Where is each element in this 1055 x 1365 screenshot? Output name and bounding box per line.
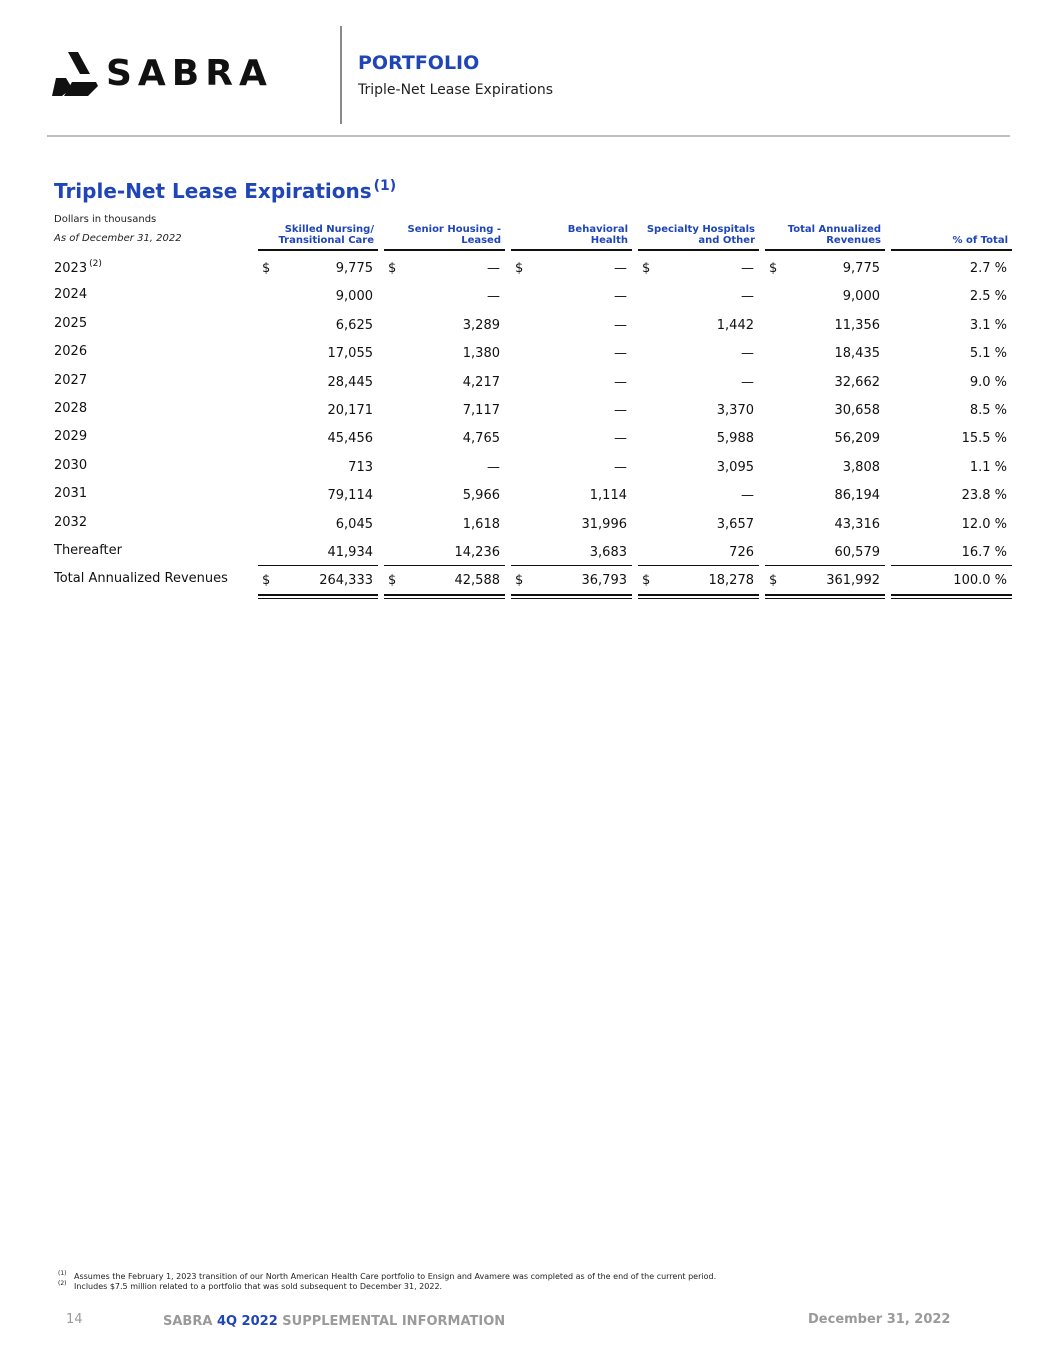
- table-cell: 79,114: [327, 488, 373, 503]
- table-cell: 3.1 %: [969, 318, 1007, 333]
- row-footnote-ref: (2): [89, 259, 102, 269]
- table-cell: 18,278: [708, 573, 754, 588]
- row-label-text: 2029: [54, 429, 88, 444]
- table-cell: 361,992: [826, 573, 880, 588]
- table-cell: 9,775: [335, 261, 373, 276]
- row-label-text: 2025: [54, 316, 88, 331]
- row-label-text: 2031: [54, 486, 88, 501]
- footer-date: December 31, 2022: [808, 1312, 951, 1327]
- footnote-mark: (2): [58, 1280, 67, 1287]
- column-header-line1: Behavioral: [567, 224, 628, 235]
- row-label: [54, 458, 87, 473]
- subtotal-rule: [638, 565, 759, 566]
- table-cell: 2.7 %: [969, 261, 1007, 276]
- currency-symbol: $: [515, 261, 524, 276]
- table-row: [0, 486, 1055, 514]
- total-double-rule: [638, 594, 759, 596]
- table-cell: 3,289: [462, 318, 500, 333]
- table-cell: —: [741, 289, 754, 304]
- total-double-rule: [511, 594, 632, 596]
- sabra-logo: [52, 52, 297, 100]
- currency-symbol: $: [769, 573, 778, 588]
- footnote: [58, 1272, 716, 1282]
- total-double-rule: [891, 598, 1012, 599]
- table-row: [0, 373, 1055, 401]
- footnote-mark: (1): [58, 1270, 67, 1277]
- table-cell: 5.1 %: [969, 346, 1007, 361]
- currency-symbol: $: [388, 573, 397, 588]
- footnote-text: Includes $7.5 million related to a portfolio that was sold subsequent to December 31, 2022.: [74, 1282, 443, 1291]
- table-cell: —: [614, 375, 627, 390]
- table-row: [0, 543, 1055, 571]
- table-cell: 3,657: [716, 517, 754, 532]
- table-cell: 41,934: [327, 545, 373, 560]
- total-double-rule: [511, 598, 632, 599]
- total-double-rule: [891, 594, 1012, 596]
- row-label-text: 2030: [54, 458, 88, 473]
- row-label-text: 2028: [54, 401, 88, 416]
- currency-symbol: $: [642, 573, 651, 588]
- table-cell: 15.5 %: [961, 431, 1007, 446]
- table-cell: —: [741, 261, 754, 276]
- column-header-line2: % of Total: [952, 235, 1008, 246]
- column-header-rule: [638, 249, 759, 251]
- column-header-line1: Senior Housing -: [407, 224, 501, 235]
- column-header-line1: Total Annualized: [787, 224, 881, 235]
- table-row: [0, 259, 1055, 287]
- logo-wordmark: SABRA: [106, 53, 273, 94]
- row-label: [54, 543, 122, 558]
- table-cell: 43,316: [834, 517, 880, 532]
- table-cell: 18,435: [834, 346, 880, 361]
- table-cell: —: [614, 431, 627, 446]
- column-header-line1: Skilled Nursing/: [284, 224, 374, 235]
- footer-brand-prefix: SABRA: [163, 1314, 213, 1329]
- table-cell: 3,370: [716, 403, 754, 418]
- table-cell: 1,442: [716, 318, 754, 333]
- table-as-of: As of December 31, 2022: [54, 233, 182, 244]
- table-cell: 6,045: [335, 517, 373, 532]
- row-label: [54, 373, 87, 388]
- table-cell: 264,333: [319, 573, 373, 588]
- row-label-text: 2026: [54, 344, 88, 359]
- table-cell: 4,217: [462, 375, 500, 390]
- table-cell: 9,775: [842, 261, 880, 276]
- sabra-logo-icon: [52, 52, 102, 100]
- table-cell: 3,683: [589, 545, 627, 560]
- row-label: [54, 401, 87, 416]
- table-cell: 9,000: [335, 289, 373, 304]
- row-label: [54, 259, 102, 276]
- column-header: [891, 224, 1008, 246]
- total-double-rule: [258, 594, 378, 596]
- column-header: [258, 224, 374, 246]
- table-cell: 1,114: [589, 488, 627, 503]
- table-cell: 28,445: [327, 375, 373, 390]
- header-rule: [47, 135, 1010, 137]
- table-units: Dollars in thousands: [54, 214, 157, 225]
- currency-symbol: $: [642, 261, 651, 276]
- table-row: [0, 429, 1055, 457]
- table-cell: 5,966: [462, 488, 500, 503]
- table-cell: 7,117: [462, 403, 500, 418]
- table-cell: —: [614, 460, 627, 475]
- table-row: [0, 316, 1055, 344]
- total-double-rule: [258, 598, 378, 599]
- currency-symbol: $: [769, 261, 778, 276]
- table-cell: 56,209: [834, 431, 880, 446]
- row-label: [54, 515, 87, 530]
- table-cell: 60,579: [834, 545, 880, 560]
- currency-symbol: $: [262, 573, 271, 588]
- column-header-rule: [765, 249, 885, 251]
- subtotal-rule: [384, 565, 505, 566]
- table-cell: 32,662: [834, 375, 880, 390]
- table-row: [0, 401, 1055, 429]
- table-title-text: Triple-Net Lease Expirations: [54, 179, 372, 203]
- header-divider: [340, 26, 342, 124]
- table-row: [0, 344, 1055, 372]
- table-cell: —: [741, 375, 754, 390]
- column-header-line2: Health: [590, 235, 628, 246]
- table-cell: —: [487, 261, 500, 276]
- table-title-footnote-ref: (1): [373, 178, 397, 194]
- table-cell: 31,996: [581, 517, 627, 532]
- row-label: [54, 287, 87, 302]
- table-cell: 86,194: [834, 488, 880, 503]
- table-cell: 11,356: [834, 318, 880, 333]
- column-header: [638, 224, 755, 246]
- row-label-text: 2027: [54, 373, 88, 388]
- currency-symbol: $: [388, 261, 397, 276]
- currency-symbol: $: [262, 261, 271, 276]
- column-header-rule: [258, 249, 378, 251]
- page-header: [0, 0, 1055, 140]
- footer-brand: [163, 1314, 505, 1329]
- row-label-text: 2024: [54, 287, 88, 302]
- table-cell: 9,000: [842, 289, 880, 304]
- column-header-line1: [891, 224, 1008, 235]
- table-cell: 8.5 %: [969, 403, 1007, 418]
- table-row: [0, 515, 1055, 543]
- row-label: [54, 571, 228, 586]
- table-cell: 17,055: [327, 346, 373, 361]
- column-header-rule: [511, 249, 632, 251]
- table-cell: 23.8 %: [961, 488, 1007, 503]
- row-label-text: Total Annualized Revenues: [54, 571, 228, 586]
- column-header: [511, 224, 628, 246]
- table-cell: 16.7 %: [961, 545, 1007, 560]
- total-double-rule: [765, 598, 885, 599]
- row-label: [54, 316, 87, 331]
- table-cell: 4,765: [462, 431, 500, 446]
- table-cell: —: [487, 289, 500, 304]
- column-header-line1: Specialty Hospitals: [646, 224, 755, 235]
- table-cell: 36,793: [581, 573, 627, 588]
- table-cell: 3,808: [842, 460, 880, 475]
- page-number: 14: [66, 1312, 83, 1327]
- row-label: [54, 486, 87, 501]
- table-cell: —: [614, 318, 627, 333]
- footnote-text: Assumes the February 1, 2023 transition of our North American Health Care portfolio to Ensign and Avamere was completed as of the end of the current period.: [74, 1272, 717, 1281]
- column-header-rule: [891, 249, 1012, 251]
- footnotes: [58, 1272, 716, 1292]
- table-title: [54, 178, 396, 203]
- subtotal-rule: [511, 565, 632, 566]
- table-cell: 726: [729, 545, 754, 560]
- row-label-text: 2032: [54, 515, 88, 530]
- column-header: [384, 224, 501, 246]
- table-cell: —: [614, 261, 627, 276]
- table-cell: 1.1 %: [969, 460, 1007, 475]
- table-cell: —: [741, 488, 754, 503]
- table-cell: 1,380: [462, 346, 500, 361]
- column-header-rule: [384, 249, 505, 251]
- table-cell: 6,625: [335, 318, 373, 333]
- table-cell: —: [614, 346, 627, 361]
- footer-brand-suffix: SUPPLEMENTAL INFORMATION: [282, 1314, 506, 1329]
- total-double-rule: [384, 598, 505, 599]
- table-row: [0, 458, 1055, 486]
- table-cell: —: [614, 289, 627, 304]
- table-cell: 12.0 %: [961, 517, 1007, 532]
- table-row: [0, 287, 1055, 315]
- column-header-line2: Revenues: [826, 235, 881, 246]
- section-subtitle: Triple-Net Lease Expirations: [358, 82, 554, 98]
- table-cell: 3,095: [716, 460, 754, 475]
- column-header: [765, 224, 881, 246]
- section-title: PORTFOLIO: [358, 52, 480, 74]
- footnote: [58, 1282, 716, 1292]
- table-cell: 30,658: [834, 403, 880, 418]
- table-cell: 9.0 %: [969, 375, 1007, 390]
- row-label: [54, 344, 87, 359]
- table-cell: 20,171: [327, 403, 373, 418]
- subtotal-rule: [891, 565, 1012, 566]
- subtotal-rule: [765, 565, 885, 566]
- table-cell: 713: [348, 460, 373, 475]
- total-double-rule: [638, 598, 759, 599]
- currency-symbol: $: [515, 573, 524, 588]
- row-label-text: Thereafter: [54, 543, 122, 558]
- footer-brand-quarter: 4Q 2022: [216, 1314, 278, 1329]
- row-label-text: 2023: [54, 261, 88, 276]
- column-header-line2: and Other: [698, 235, 755, 246]
- column-header-line2: Transitional Care: [278, 235, 374, 246]
- table-cell: —: [487, 460, 500, 475]
- table-cell: 5,988: [716, 431, 754, 446]
- column-header-line2: Leased: [461, 235, 501, 246]
- total-double-rule: [765, 594, 885, 596]
- table-cell: 42,588: [454, 573, 500, 588]
- table-cell: —: [741, 346, 754, 361]
- table-cell: 14,236: [454, 545, 500, 560]
- table-cell: —: [614, 403, 627, 418]
- table-cell: 2.5 %: [969, 289, 1007, 304]
- row-label: [54, 429, 87, 444]
- table-cell: 45,456: [327, 431, 373, 446]
- total-double-rule: [384, 594, 505, 596]
- subtotal-rule: [258, 565, 378, 566]
- table-cell: 100.0 %: [953, 573, 1007, 588]
- table-cell: 1,618: [462, 517, 500, 532]
